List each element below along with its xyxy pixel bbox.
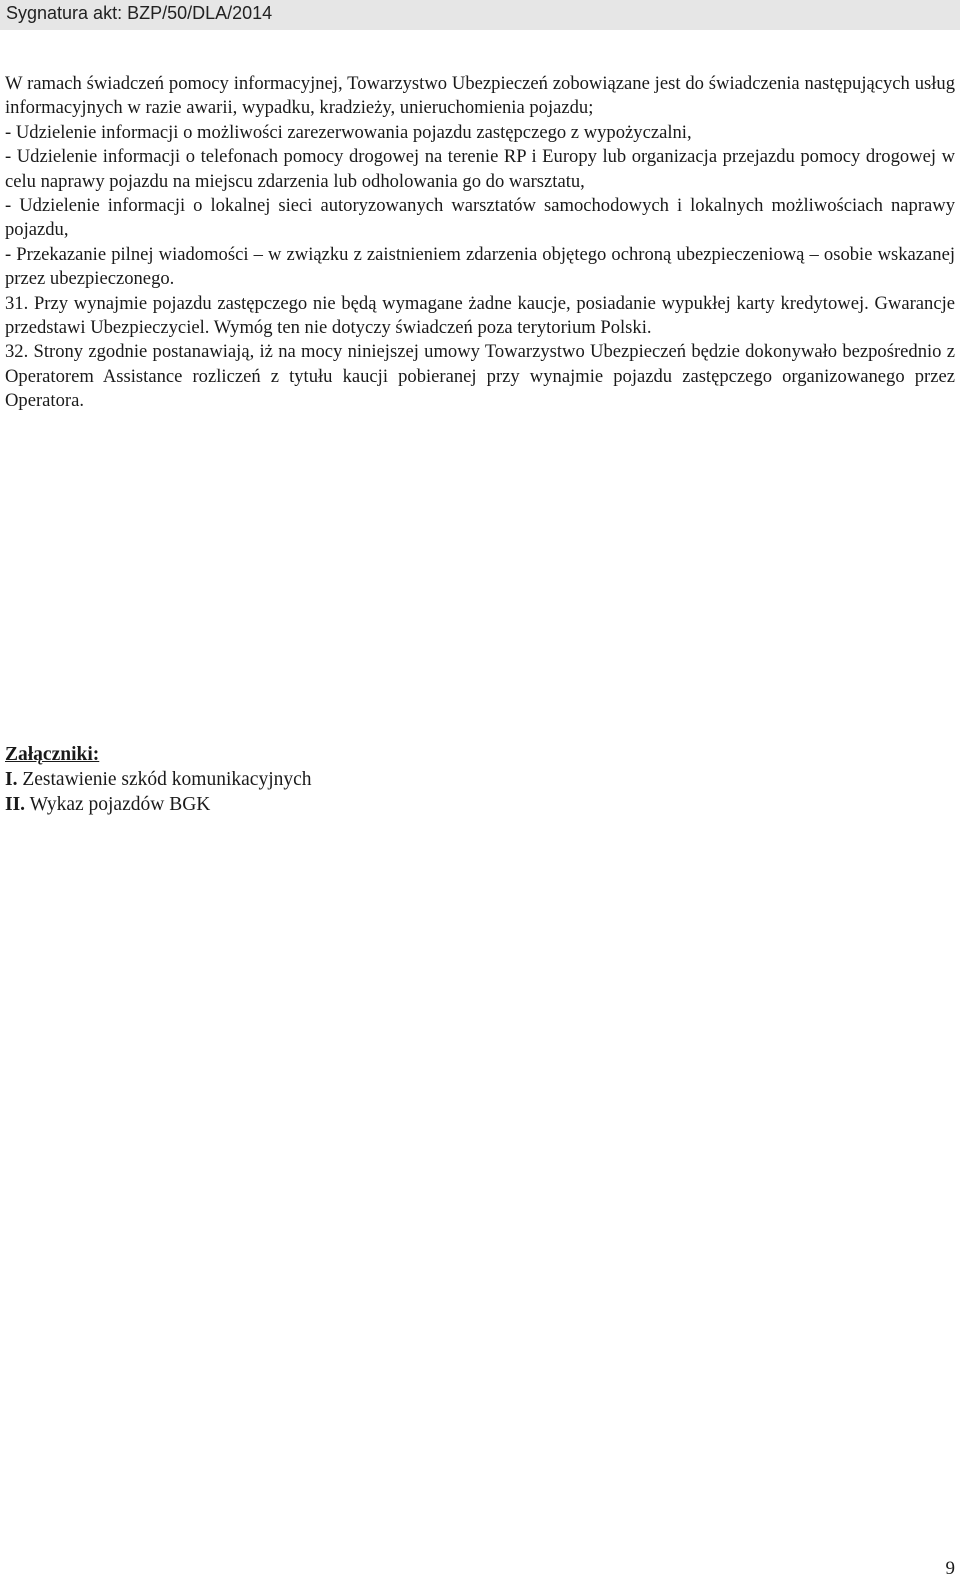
paragraph-clause-31: 31. Przy wynajmie pojazdu zastępczego nie będą wymagane żadne kaucje, posiadanie wypukłej karty kredytowej. Gwarancje przedstawi Ubezpieczyciel. Wymóg ten nie dotyczy świadczeń poza terytorium Polski. xyxy=(5,292,955,339)
attachment-item xyxy=(5,767,312,792)
attachment-item xyxy=(5,792,312,817)
paragraph-item-roadside: - Udzielenie informacji o telefonach pomocy drogowej na terenie RP i Europy lub organizacja przejazdu pomocy drogowej w celu naprawy pojazdu na miejscu zdarzenia lub odholowania go do warsztatu, xyxy=(5,146,955,192)
document-header xyxy=(0,0,960,30)
attachment-text: Zestawienie szkód komunikacyjnych xyxy=(17,769,312,790)
page-number: 9 xyxy=(945,1558,955,1579)
attachment-number: I. xyxy=(5,769,18,790)
attachment-text: Wykaz pojazdów BGK xyxy=(25,794,211,815)
paragraph-item-workshops: - Udzielenie informacji o lokalnej sieci autoryzowanych warsztatów samochodowych i lokalnych możliwościach naprawy pojazdu, xyxy=(5,195,955,241)
paragraph-item-reservation: - Udzielenie informacji o możliwości zarezerwowania pojazdu zastępczego z wypożyczalni, xyxy=(5,121,692,143)
document-body xyxy=(5,72,955,414)
paragraph-clause-32: 32. Strony zgodnie postanawiają, iż na mocy niniejszej umowy Towarzystwo Ubezpieczeń będzie dokonywało bezpośrednio z Operatorem Assistance rozliczeń z tytułu kaucji pobieranej przy wynajmie pojazdu zastępczego organizowanego przez Operatora. xyxy=(5,341,955,412)
paragraph-item-message: - Przekazanie pilnej wiadomości – w związku z zaistnieniem zdarzenia objętego ochroną ubezpieczeniową – osobie wskazanej przez ubezpieczonego. xyxy=(5,243,955,290)
attachments-title: Załączniki: xyxy=(5,744,100,765)
attachments-section xyxy=(5,742,312,817)
paragraph-intro: W ramach świadczeń pomocy informacyjnej, Towarzystwo Ubezpieczeń zobowiązane jest do świadczenia następujących usług informacyjnych w razie awarii, wypadku, kradzieży, unieruchomienia pojazdu; xyxy=(5,73,955,119)
attachment-number: II. xyxy=(5,794,26,815)
case-signature: Sygnatura akt: BZP/50/DLA/2014 xyxy=(6,3,273,23)
